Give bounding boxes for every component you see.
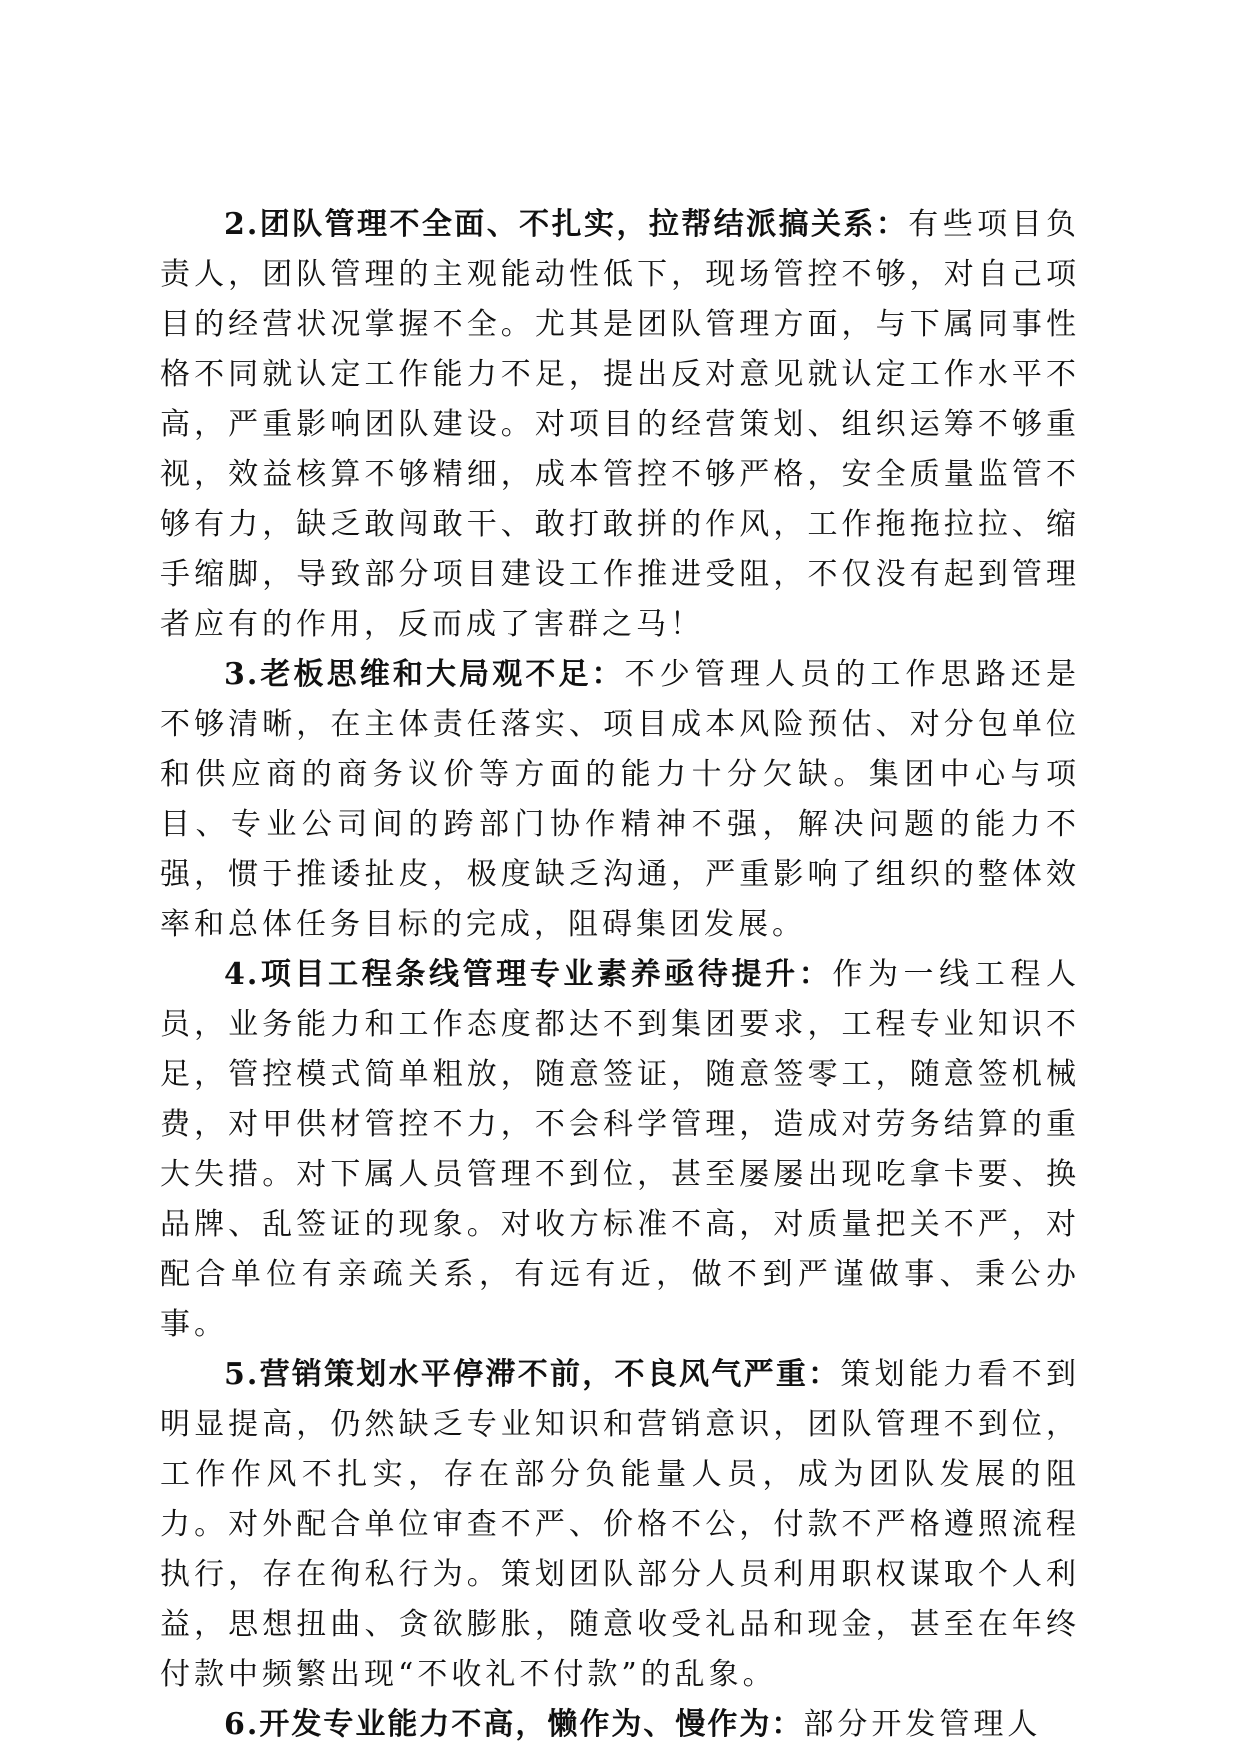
paragraph-text: 部分开发管理人 xyxy=(803,1707,1042,1742)
paragraph-heading: 6.开发专业能力不高，懒作为、慢作为： xyxy=(224,1707,804,1742)
paragraph-text: 不少管理人员的工作思路还是不够清晰，在主体责任落实、项目成本风险预估、对分包单位和供应商的商务议价等方面的能力十分欠缺。集团中心与项目、专业公司间的跨部门协作精神不强，解决问题的能力不强，惯于推诿扯皮，极度缺乏沟通，严重影响了组织的整体效率和总体任务目标的完成，阻碍集团发展。 xyxy=(160,657,1080,942)
paragraph-heading: 5.营销策划水平停滞不前，不良风气严重： xyxy=(224,1357,841,1392)
paragraph-2 xyxy=(160,200,1080,650)
paragraph-text: 作为一线工程人员，业务能力和工作态度都达不到集团要求，工程专业知识不足，管控模式简单粗放，随意签证，随意签零工，随意签机械费，对甲供材管控不力，不会科学管理，造成对劳务结算的重大失措。对下属人员管理不到位，甚至屡屡出现吃拿卡要、换品牌、乱签证的现象。对收方标准不高，对质量把关不严，对配合单位有亲疏关系，有远有近，做不到严谨做事、秉公办事。 xyxy=(160,957,1080,1342)
paragraph-heading: 3.老板思维和大局观不足： xyxy=(224,657,625,692)
document-body xyxy=(160,200,1080,1750)
paragraph-5 xyxy=(160,1350,1080,1700)
paragraph-4 xyxy=(160,950,1080,1350)
paragraph-text: 策划能力看不到明显提高，仍然缺乏专业知识和营销意识，团队管理不到位，工作作风不扎实，存在部分负能量人员，成为团队发展的阻力。对外配合单位审查不严、价格不公，付款不严格遵照流程执行，存在徇私行为。策划团队部分人员利用职权谋取个人利益，思想扭曲、贪欲膨胀，随意收受礼品和现金，甚至在年终付款中频繁出现“不收礼不付款”的乱象。 xyxy=(160,1357,1080,1692)
paragraph-heading: 2.团队管理不全面、不扎实，拉帮结派搞关系： xyxy=(224,207,909,242)
paragraph-3 xyxy=(160,650,1080,950)
paragraph-6 xyxy=(160,1700,1080,1750)
paragraph-heading: 4.项目工程条线管理专业素养亟待提升： xyxy=(224,957,833,992)
paragraph-text: 有些项目负责人，团队管理的主观能动性低下，现场管控不够，对自己项目的经营状况掌握不全。尤其是团队管理方面，与下属同事性格不同就认定工作能力不足，提出反对意见就认定工作水平不高，严重影响团队建设。对项目的经营策划、组织运筹不够重视，效益核算不够精细，成本管控不够严格，安全质量监管不够有力，缺乏敢闯敢干、敢打敢拼的作风，工作拖拖拉拉、缩手缩脚，导致部分项目建设工作推进受阻，不仅没有起到管理者应有的作用，反而成了害群之马！ xyxy=(160,207,1081,642)
